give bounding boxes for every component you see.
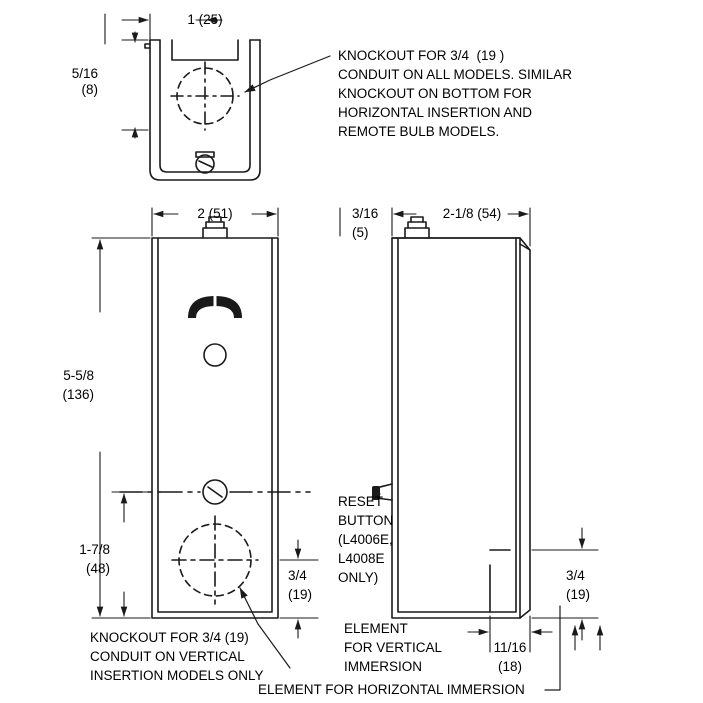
- front-view-knockout-circle: [172, 516, 258, 604]
- side-view-element-lines: [490, 550, 516, 612]
- dim-knockout-center-label-2: (48): [85, 561, 110, 576]
- dim-front-width-label: 2 (51): [197, 206, 233, 221]
- reset-button-callout-line-3: (L4006E,: [338, 532, 393, 547]
- top-view-screw: [196, 152, 214, 173]
- dim-front-bottom-label-2: (19): [288, 587, 313, 602]
- knockout-vertical-callout-line-3: INSERTION MODELS ONLY: [90, 668, 264, 683]
- dim-front-bottom-label-1: 3/4: [288, 568, 307, 583]
- knockout-vertical-callout-line-2: CONDUIT ON VERTICAL: [90, 649, 245, 664]
- element-vertical-callout-line-2: FOR VERTICAL: [344, 640, 443, 655]
- dim-front-height-label-1: 5-5/8: [63, 368, 94, 383]
- element-horizontal-callout: ELEMENT FOR HORIZONTAL IMMERSION: [258, 682, 525, 697]
- element-vertical-callout-line-1: ELEMENT: [344, 621, 408, 636]
- knockout-top-callout-line-1: KNOCKOUT FOR 3/4 (19 ): [338, 48, 505, 63]
- dim-front-height-label-2: (136): [62, 387, 94, 402]
- dim-top-width-label: 1 (25): [187, 12, 223, 27]
- front-view-dial: [188, 296, 242, 366]
- knockout-top-callout-line-4: HORIZONTAL INSERTION AND: [338, 105, 533, 120]
- dim-element-offset-label-2: (18): [497, 659, 522, 674]
- reset-button-callout-line-1: RESET: [338, 494, 384, 509]
- dim-top-height: [122, 32, 148, 138]
- dim-knockout-center-height: [112, 492, 150, 618]
- top-view-knockout-circle: [171, 62, 239, 130]
- dim-side-bottom-label-2: (19): [566, 587, 591, 602]
- leader-knockout-top: [245, 56, 330, 92]
- dim-element-offset-label-1: 11/16: [493, 640, 527, 655]
- knockout-top-callout-line-5: REMOTE BULB MODELS.: [338, 124, 500, 139]
- reset-button-callout-line-2: BUTTON: [338, 513, 394, 528]
- dim-top-height-label-2: (8): [81, 82, 98, 97]
- dim-top-height-label-1: 5/16: [71, 66, 98, 81]
- reset-button-callout-line-4: L4008E: [338, 551, 385, 566]
- dim-side-bottom-label-1: 3/4: [566, 568, 585, 583]
- dim-side-bottom-offset: [532, 528, 598, 640]
- element-vertical-callout-line-3: IMMERSION: [344, 659, 423, 674]
- dim-side-offset-label-1: 3/16: [352, 206, 379, 221]
- dim-side-offset-label-2: (5): [352, 225, 369, 240]
- knockout-top-callout-line-3: KNOCKOUT ON BOTTOM FOR: [338, 86, 532, 101]
- dim-side-depth-label: 2-1/8 (54): [442, 206, 502, 221]
- dim-knockout-center-label-1: 1-7/8: [79, 542, 110, 557]
- knockout-vertical-callout-line-1: KNOCKOUT FOR 3/4 (19): [90, 630, 249, 645]
- top-view-outline: [145, 40, 260, 180]
- knockout-top-callout-line-2: CONDUIT ON ALL MODELS. SIMILAR: [338, 67, 573, 82]
- reset-button-callout-line-5: ONLY): [338, 570, 379, 585]
